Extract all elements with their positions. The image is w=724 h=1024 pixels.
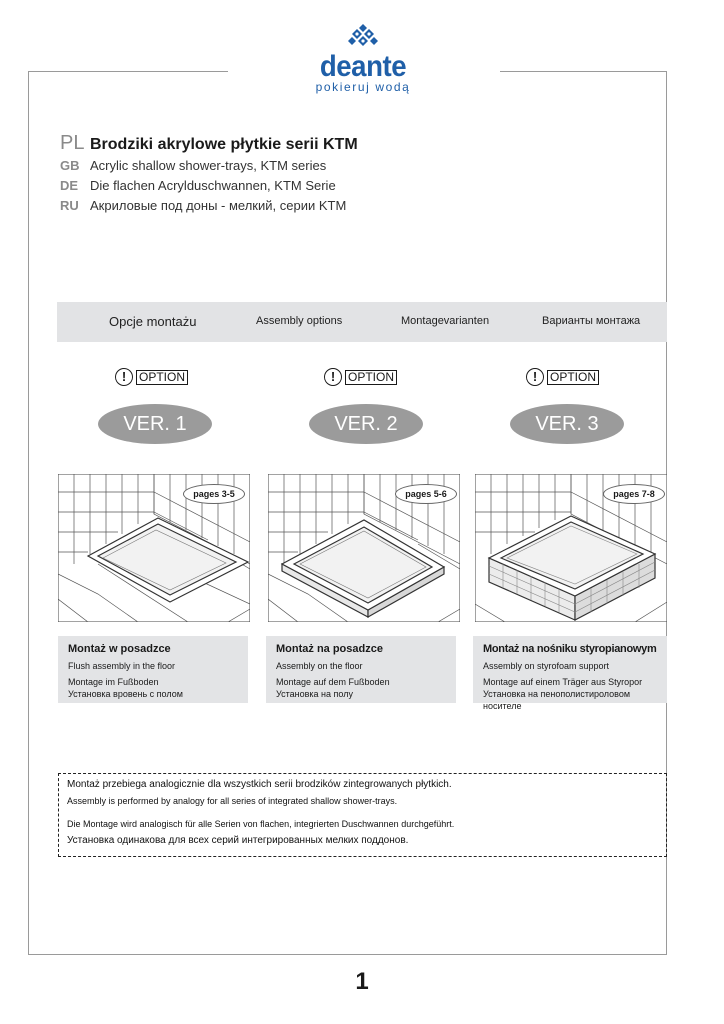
caption-de: Montage auf dem Fußboden bbox=[276, 677, 390, 687]
caption-de: Montage im Fußboden bbox=[68, 677, 159, 687]
language-code: GB bbox=[60, 158, 80, 173]
note-pl: Montaż przebiega analogicznie dla wszystkich serii brodzików zintegrowanych płytkich. bbox=[67, 779, 452, 790]
version-caption bbox=[58, 636, 248, 703]
language-code: RU bbox=[60, 198, 79, 213]
language-code: PL bbox=[60, 132, 85, 154]
title-translation: Die flachen Acrylduschwannen, KTM Serie bbox=[90, 178, 336, 193]
version-badge: VER. 1 bbox=[98, 404, 212, 444]
brand-tagline: pokieruj wodą bbox=[315, 80, 411, 94]
caption-ru: Установка вровень с полом bbox=[68, 689, 183, 699]
band-label-pl: Opcje montażu bbox=[109, 314, 197, 329]
note-ru: Установка одинакова для всех серий интегрированных мелких поддонов. bbox=[67, 835, 409, 846]
brand-mark-icon bbox=[346, 24, 380, 50]
title-row-pl bbox=[60, 132, 620, 158]
language-code: DE bbox=[60, 178, 79, 193]
assembly-options-band bbox=[57, 302, 667, 342]
version-caption bbox=[266, 636, 456, 703]
caption-de: Montage auf einem Träger aus Styropor bbox=[483, 677, 643, 687]
caption-pl: Montaż na posadzce bbox=[276, 643, 383, 655]
option-marker bbox=[324, 366, 397, 388]
option-marker bbox=[115, 366, 188, 388]
band-label-ru: Варианты монтажа bbox=[542, 315, 641, 327]
brand-logo bbox=[300, 24, 426, 108]
caption-pl: Montaż w posadzce bbox=[68, 643, 171, 655]
caption-gb: Assembly on the floor bbox=[276, 661, 363, 671]
caption-gb: Assembly on styrofoam support bbox=[483, 661, 610, 671]
version-caption bbox=[473, 636, 667, 711]
warning-icon: ! bbox=[115, 368, 133, 386]
title-translation: Акриловые под доны - мелкий, серии KTM bbox=[90, 198, 347, 213]
title-row-de bbox=[60, 178, 620, 198]
band-label-gb: Assembly options bbox=[256, 315, 343, 327]
pages-reference: pages 5-6 bbox=[395, 484, 457, 504]
pages-reference: pages 7-8 bbox=[603, 484, 665, 504]
option-label: OPTION bbox=[136, 370, 188, 385]
caption-ru: Установка на пенополистироловом носителе bbox=[483, 689, 631, 711]
warning-icon: ! bbox=[526, 368, 544, 386]
title-row-ru bbox=[60, 198, 620, 218]
band-label-de: Montagevarianten bbox=[401, 315, 490, 327]
document-title: Brodziki akrylowe płytkie serii KTM bbox=[90, 136, 358, 153]
note-de: Die Montage wird analogisch für alle Serien von flachen, integrierten Duschwannen durchgeführt. bbox=[67, 819, 455, 829]
option-label: OPTION bbox=[547, 370, 599, 385]
option-marker bbox=[526, 366, 599, 388]
note-gb: Assembly is performed by analogy for all series of integrated shallow shower-trays. bbox=[67, 796, 398, 806]
option-label: OPTION bbox=[345, 370, 397, 385]
version-badge: VER. 2 bbox=[309, 404, 423, 444]
title-row-gb bbox=[60, 158, 620, 178]
version-badge: VER. 3 bbox=[510, 404, 624, 444]
brand-name: deante bbox=[319, 50, 407, 83]
caption-gb: Flush assembly in the floor bbox=[68, 661, 176, 671]
assembly-note bbox=[58, 773, 667, 857]
warning-icon: ! bbox=[324, 368, 342, 386]
caption-ru: Установка на полу bbox=[276, 689, 353, 699]
title-translation: Acrylic shallow shower-trays, KTM series bbox=[90, 158, 327, 173]
caption-pl: Montaż na nośniku styropianowym bbox=[483, 643, 657, 655]
page-number: 1 bbox=[355, 968, 369, 995]
document-titles bbox=[60, 132, 620, 218]
pages-reference: pages 3-5 bbox=[183, 484, 245, 504]
